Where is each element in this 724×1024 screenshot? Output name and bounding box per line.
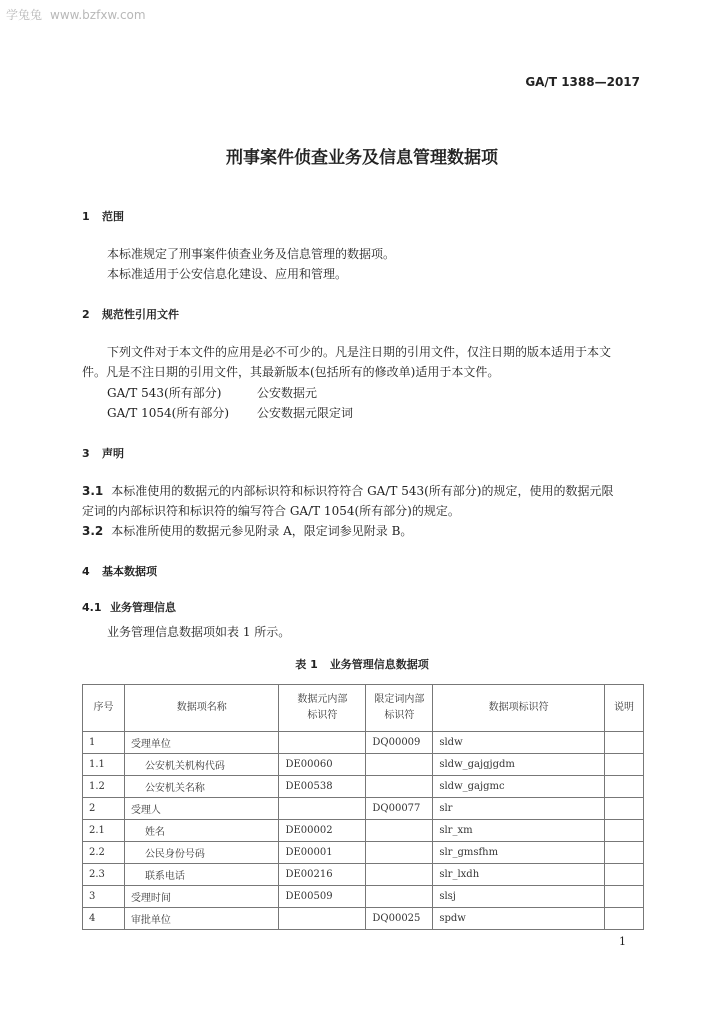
watermark-site: www.bzfxw.com: [50, 8, 146, 22]
reference-item: [107, 384, 317, 401]
section-1-heading: [82, 208, 124, 224]
reference-item: [107, 404, 353, 421]
reference-code: GA/T 543(所有部分): [107, 386, 222, 400]
cell-name: 受理人: [124, 798, 279, 820]
cell-dq: DQ00009: [366, 732, 433, 754]
cell-name: 受理单位: [124, 732, 279, 754]
cell-seq: 1.1: [83, 754, 125, 776]
cell-id: sldw_gajgjgdm: [433, 754, 605, 776]
section-title: 规范性引用文件: [102, 308, 179, 321]
section-title: 声明: [102, 447, 124, 460]
section-4-heading: [82, 563, 157, 579]
cell-de: [279, 908, 366, 930]
table-title: 业务管理信息数据项: [329, 658, 429, 671]
cell-seq: 3: [83, 886, 125, 908]
paragraph-3-2: [82, 521, 644, 541]
cell-dq: [366, 820, 433, 842]
cell-id: sldw_gajgmc: [433, 776, 605, 798]
section-title: 业务管理信息: [110, 601, 176, 614]
cell-name: 审批单位: [124, 908, 279, 930]
table-header-row: [83, 685, 644, 732]
cell-seq: 2: [83, 798, 125, 820]
cell-note: [605, 754, 644, 776]
cell-id: slsj: [433, 886, 605, 908]
cell-de: DE00060: [279, 754, 366, 776]
cell-id: slr_xm: [433, 820, 605, 842]
table-row: [83, 798, 644, 820]
clause-text: 本标准所使用的数据元参见附录 A，限定词参见附录 B。: [111, 524, 413, 538]
cell-de: DE00001: [279, 842, 366, 864]
watermark: [6, 6, 146, 23]
cell-de: DE00538: [279, 776, 366, 798]
table-row: [83, 732, 644, 754]
cell-de: [279, 732, 366, 754]
cell-name: 受理时间: [124, 886, 279, 908]
cell-note: [605, 820, 644, 842]
header-note: 说明: [605, 685, 644, 732]
cell-name: 公安机关机构代码: [124, 754, 279, 776]
section-4-1-heading: [82, 599, 176, 615]
data-items-table: [82, 684, 644, 930]
reference-title: 公安数据元: [257, 386, 318, 400]
section-number: 4: [82, 565, 90, 578]
cell-de: DE00002: [279, 820, 366, 842]
table-row: [83, 754, 644, 776]
cell-dq: [366, 842, 433, 864]
table-row: [83, 776, 644, 798]
cell-seq: 2.3: [83, 864, 125, 886]
cell-seq: 4: [83, 908, 125, 930]
table-row: [83, 908, 644, 930]
section-number: 2: [82, 308, 90, 321]
cell-seq: 2.1: [83, 820, 125, 842]
cell-seq: 1.2: [83, 776, 125, 798]
paragraph-3-1: [82, 481, 644, 501]
clause-number: 3.2: [82, 524, 104, 538]
section-title: 基本数据项: [102, 565, 157, 578]
cell-de: DE00216: [279, 864, 366, 886]
paragraph: 件。凡是不注日期的引用文件，其最新版本(包括所有的修改单)适用于本文件。: [82, 365, 500, 379]
paragraph: 定词的内部标识符和标识符的编写符合 GA/T 1054(所有部分)的规定。: [82, 504, 460, 518]
table-row: [83, 886, 644, 908]
cell-name: 公安机关名称: [124, 776, 279, 798]
cell-id: slr: [433, 798, 605, 820]
cell-dq: [366, 864, 433, 886]
table-row: [83, 864, 644, 886]
paragraph: 下列文件对于本文件的应用是必不可少的。凡是注日期的引用文件，仅注日期的版本适用于本文: [107, 345, 612, 359]
watermark-brand: 学兔兔: [6, 8, 43, 22]
cell-dq: [366, 776, 433, 798]
header-id: 数据项标识符: [433, 685, 605, 732]
header-dq: 限定词内部 标识符: [366, 685, 433, 732]
cell-note: [605, 776, 644, 798]
cell-de: DE00509: [279, 886, 366, 908]
cell-id: sldw: [433, 732, 605, 754]
cell-dq: [366, 754, 433, 776]
cell-seq: 2.2: [83, 842, 125, 864]
section-title: 范围: [102, 210, 124, 223]
cell-id: spdw: [433, 908, 605, 930]
clause-text: 本标准使用的数据元的内部标识符和标识符符合 GA/T 543(所有部分)的规定，使用的数据元限: [111, 484, 614, 498]
paragraph: 本标准规定了刑事案件侦查业务及信息管理的数据项。: [107, 247, 396, 261]
section-number: 4.1: [82, 601, 102, 614]
cell-note: [605, 732, 644, 754]
reference-title: 公安数据元限定词: [257, 406, 354, 420]
page-number: 1: [619, 935, 626, 948]
cell-note: [605, 798, 644, 820]
cell-note: [605, 864, 644, 886]
cell-de: [279, 798, 366, 820]
standard-number: GA/T 1388—2017: [525, 75, 640, 89]
cell-note: [605, 886, 644, 908]
paragraph: 业务管理信息数据项如表 1 所示。: [107, 625, 291, 639]
cell-id: slr_gmsfhm: [433, 842, 605, 864]
cell-dq: [366, 886, 433, 908]
cell-name: 姓名: [124, 820, 279, 842]
section-number: 1: [82, 210, 90, 223]
table-label: 表 1: [295, 658, 318, 671]
cell-name: 公民身份号码: [124, 842, 279, 864]
cell-seq: 1: [83, 732, 125, 754]
header-seq: 序号: [83, 685, 125, 732]
table-row: [83, 820, 644, 842]
paragraph: 本标准适用于公安信息化建设、应用和管理。: [107, 267, 348, 281]
table-caption: [0, 656, 724, 672]
cell-dq: DQ00077: [366, 798, 433, 820]
clause-number: 3.1: [82, 484, 104, 498]
section-3-heading: [82, 445, 124, 461]
header-de: 数据元内部 标识符: [279, 685, 366, 732]
reference-code: GA/T 1054(所有部分): [107, 406, 230, 420]
cell-id: slr_lxdh: [433, 864, 605, 886]
cell-dq: DQ00025: [366, 908, 433, 930]
cell-note: [605, 842, 644, 864]
table-row: [83, 842, 644, 864]
section-2-heading: [82, 306, 179, 322]
cell-note: [605, 908, 644, 930]
section-number: 3: [82, 447, 90, 460]
document-title: 刑事案件侦查业务及信息管理数据项: [226, 148, 498, 168]
header-name: 数据项名称: [124, 685, 279, 732]
cell-name: 联系电话: [124, 864, 279, 886]
